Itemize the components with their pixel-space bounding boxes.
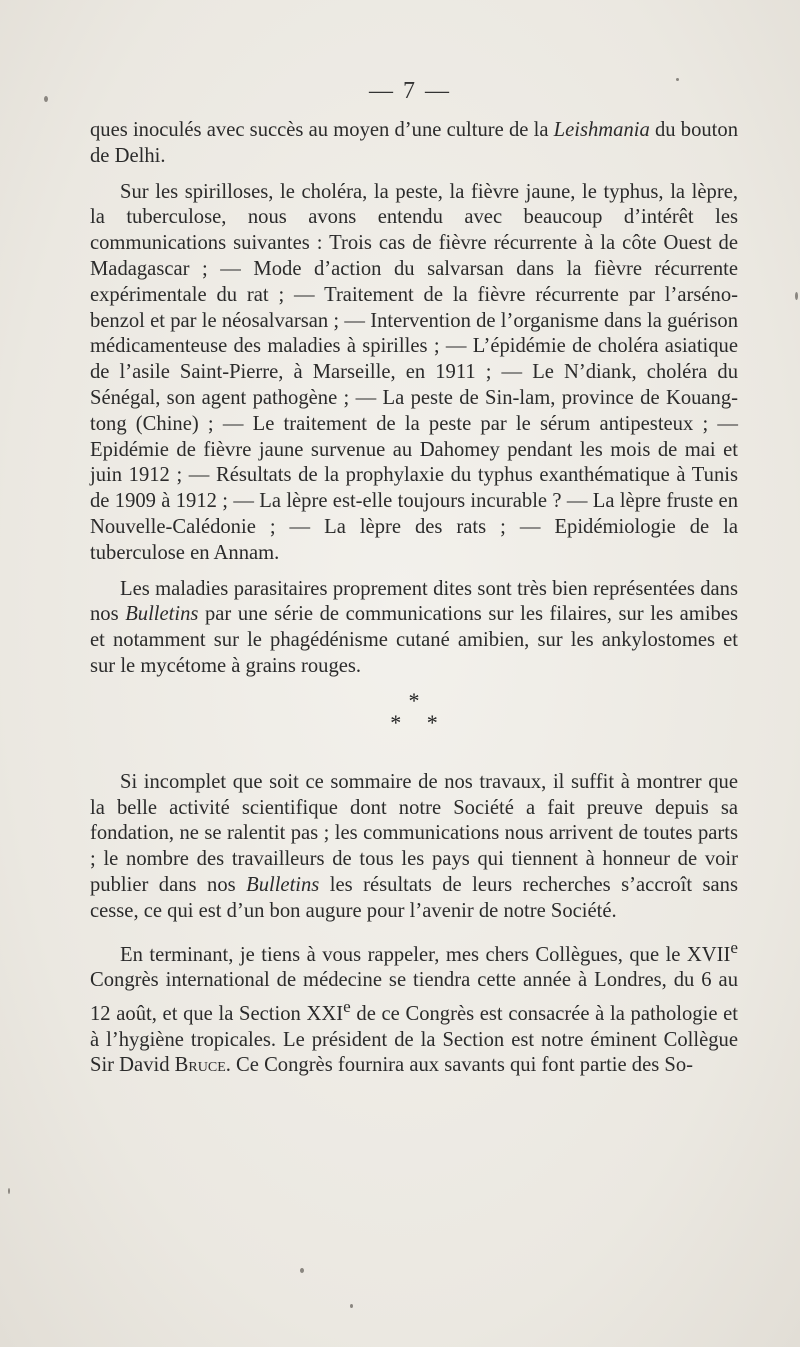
paragraph-1-text-a: ques inoculés avec succès au moyen d’une culture de la	[90, 119, 554, 141]
paper-speck	[300, 1268, 304, 1273]
paragraph-3-text-a: Les maladies parasitaires proprement dites sont très bien représentées dans nos	[90, 577, 738, 626]
paragraph-4-text-b: les résultats de leurs recherches s’accroît sans cesse, ce qui est d’un bon augure pour l’avenir de notre Société.	[90, 873, 738, 922]
paper-speck	[795, 292, 798, 300]
paragraph-3-text-b: par une série de communications sur les filaires, sur les amibes et notamment sur le phagédénisme cutané amibien, sur les ankylostomes et sur le mycétome à grains rouges.	[90, 603, 738, 677]
paragraph-1-text-b: du bouton de Delhi.	[90, 119, 738, 167]
page-number: — 7 —	[369, 78, 451, 104]
paper-speck	[350, 1304, 353, 1308]
paragraph-4-italic: Bulletins	[246, 873, 320, 896]
paper-speck	[676, 78, 679, 81]
paragraph-5-text-d: . Ce Congrès fournira aux savants qui font partie des So-	[225, 1054, 694, 1077]
section-break-asterism	[90, 687, 738, 735]
page-body	[90, 118, 738, 1089]
paragraph-4-text-a: Si incomplet que soit ce sommaire de nos travaux, il suffit à montrer que la belle activité scientifique dont notre Société a fait preuve depuis sa fondation, ne se ralentit pas ; les communications nous arrivent de toutes parts ; le nombre des travailleurs de tous les pays qui tiennent à honneur de voir publier dans nos	[90, 770, 738, 896]
paragraph-5	[90, 935, 738, 1080]
paragraph-5-text-c: de ce Congrès est consacrée à la pathologie et à l’hygiène tropicales. Le président de la Section est notre éminent Collègue Sir David	[90, 1002, 738, 1077]
paragraph-3-italic: Bulletins	[125, 603, 199, 626]
paper-speck	[8, 1188, 10, 1194]
paragraph-2: Sur les spirilloses, le choléra, la peste, la fièvre jaune, le typhus, la lèpre, la tuberculose, nous avons entendu avec beaucoup d’intérêt les communications suivantes : Trois cas de fièvre récurrente à la côte Ouest de Madagascar ; — Mode d’action du salvarsan dans la fièvre récurrente expérimentale du rat ; — Traitement de la fièvre récurrente par l’arséno-benzol et par le néosalvarsan ; — Intervention de l’organisme dans la guérison médicamenteuse des maladies à spirilles ; — L’épidémie de choléra asiatique de l’asile Saint-Pierre, à Marseille, en 1911 ; — Le N’diank, choléra du Sénégal, son agent pathogène ; — La peste de Sin-lam, province de Kouang-tong (Chine) ; — Le traitement de la peste par le sérum antipesteux ; — Epidémie de fièvre jaune survenue au Dahomey pendant les mois de mai et juin 1912 ; — Résultats de la prophylaxie du typhus exanthématique à Tunis de 1909 à 1912 ; — La lèpre est-elle toujours incurable ? — La lèpre fruste en Nouvelle-Calédonie ; — La lèpre des rats ; — Epidémiologie de la tuberculose en Annam.	[90, 180, 738, 564]
asterism-bottom: * *	[390, 709, 448, 735]
paragraph-3	[90, 577, 738, 680]
asterism-top: *	[408, 687, 420, 713]
paragraph-5-superscript-1: e	[730, 937, 738, 957]
paragraph-5-text-a: En terminant, je tiens à vous rappeler, mes chers Collègues, que le XVII	[120, 943, 731, 966]
paragraph-1	[90, 118, 738, 170]
paragraph-5-superscript-2: e	[343, 996, 351, 1016]
paragraph-5-small-caps-name: Bruce	[174, 1054, 226, 1077]
paragraph-1-italic: Leishmania	[553, 119, 650, 141]
paragraph-4	[90, 770, 738, 925]
paper-speck	[44, 96, 48, 102]
paragraph-5-text-b: Congrès international de médecine se tiendra cette année à Londres, du 6 au 12 août, et que la Section XXI	[90, 969, 738, 1025]
